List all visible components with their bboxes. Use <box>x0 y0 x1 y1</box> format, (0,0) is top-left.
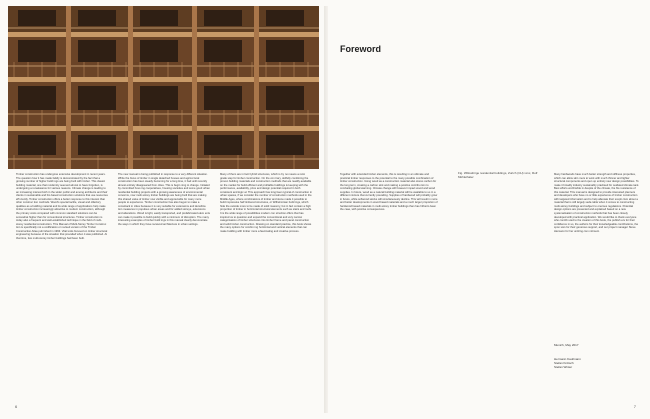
body-text-column-3: Many of them are in fact hybrid structures, which is by no means a retro grade step for timber construction. On the con trary, skilfully combining the proven building materials and construction methods that are readily available on the market for build efficient and profitable buildings is keeping with the performance, availability, price and design potential required in both consistent and logic al. This approach has long been typical of construction in urban spaces, if we consider the number of construction methods used in the Middle Ages, where combinations of timber and stone made it possible to build impressive half timbered structures, or Wilhelminian build ings, which hide the outside more to be made of solid masonry, but in fact contain a high proportion of timber in horizontal structural elements such as stairs and roofs. It is the wide range of possibilities modern con struction offers that has inspired us to question and expand the conventional and very narrow categorisation of timber structures into timber frame and panel construction and solid timber construction. Drawing on standard practice, this book shows the many options for combin ing horizontal and vertical elements that can make building with timber more a fascinating and creative process. <box>220 173 312 233</box>
page-title: Foreword <box>340 44 382 54</box>
left-page <box>6 6 324 413</box>
timber-facade-illustration <box>8 6 319 169</box>
page-number-left: 6 <box>15 404 18 409</box>
right-page <box>328 6 644 413</box>
body-text-column-5: Many hardwoods have much better strength and stiffness properties, which can allow skin mers to work with much thinner and lighter structural components and open up entirely new design possibilities. To make it broadly industry sustainably practised for outdated climate tank. Best efforts worthwhile in despite of the climate, the fire resistance of this material. This manual is designed to provide interested planners and developers who have no or little experience of timber construction with targeted information and to help alleviate their scepti cism about a material that is still largely seda rable when it comes to constructing multi-storey buildings and subject to onerous regulations. Potential design options are presented and explained based on a new systematisation of construction methods that has been closely developed with practical application. We would like to thank everyone who contrib uted to the creation of this book, the publish ers for their confidence in us, the authors for their knowledgeable contributions, the spon sors for their generous support, and our project manager Steve Hiemann for her untiring com mitment. <box>554 173 640 233</box>
figure-caption: Fig. Willowbrige residential buildings, Zurich (CH) xxxx, Rolf Mühlethaler <box>458 171 538 179</box>
body-text-column-2: The new manual is being published in response to a very different situation. While the focus of timber in single detached houses and agricul tural construction has been steady becoming for a long time, it had until recently almost entirely disappeared from cities. This is begin ning to change. Initiated by committed hous ing cooperatives, housing societies and some good urban residential building projects with a growing awareness of environmental concerns, now multi-storey timber buildings are being built that are making this shared value of timber now visible and appreciable for many more people to experience. Timber construction has also begun to make a comeback in cities because it is very suitable for extensions and densifica tion measures in populous urban areas and for added storeys, extensions and alterations. Wood is light, easily transported, and prefabricated elem ents can make it possible to build quickly with a minimum of disruption. The many interesting examples of timber build ings in this manual clearly demonstrate the ways in which they have received architecture in urban settings. <box>118 173 210 226</box>
author-name: Stefan Winter <box>554 364 573 369</box>
page-number-right: 7 <box>633 404 636 409</box>
author-name: Stefan Krötsch <box>554 360 574 365</box>
building-facade-photo <box>8 6 319 169</box>
foreword-authors <box>554 358 581 369</box>
author-name: Hermann Kaufmann <box>554 357 581 361</box>
foreword-date: Munich, May 2017 <box>554 343 579 347</box>
body-text-column-1: Timber construction has undergone extensive development in recent years. The question how it has made falsify is demonstrated by the fact that a growing number of higher build ings are being built with timber. This classic building material, one that modernity seemed almost to have forgotten, is undergoing a renaissance for various reasons. Climate change is leading to an increasing interest both in the wider public and among architects and their clients in sustainable and bio based construction solutions that use resources effi ciently. Timber construction offers a better response to this interest than other construc tion methods. Wood's special tactile, visual and olfactory qualities as a building material and its wide range of applications help make timber construction increasingly attractive to modern construction, although the primary costs compared with common standard solutions can be somewhat higher than for conventional structures. Timber construction is today also a frequent and well-established technique in the field of multi-storey residential construction. This Manual of Multi-Storey Timber Construc tion is specifically not a codification or revised version of the Timber Construction Atlas pub lished in 1993. Vital tools focused on timber structural engineering because of the situation that prevailed when it was published. At that time, few multi-storey timber buildings had been built. <box>16 173 108 240</box>
body-text-column-4: Together with extended timber elements, this is resulting in an ultimate and practical timber responses to the potential to the many possible combination of timber construction. Using wood as a construction material also stores carbon for the long term, creating a carbon sink and making a positive contribu tion to combating global warming. Climate change will however impact wood and wood supplies. In future, wood as a natural building material will be available to us in a different mixture that currently prevailing. Supplies of hardwood will probably grow in future, while softwood stocks will simultaneously decline. This will result in more and better developments in wood based materials and a much larger proportion of hardwood based materials in multi-storey timber buildings than has hitherto been the case, with positive consequences. <box>340 173 438 212</box>
